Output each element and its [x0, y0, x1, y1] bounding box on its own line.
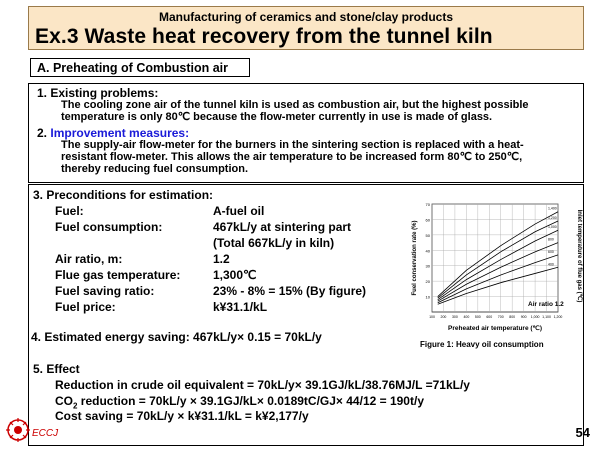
x-tick-label: 500: [474, 315, 481, 319]
precondition-value: 1,300℃: [213, 268, 257, 282]
slide-header: [28, 6, 584, 50]
x-axis-label: Preheated air temperature (℃): [448, 325, 542, 332]
problems-box: [28, 83, 584, 183]
precondition-label: Air ratio, m:: [55, 252, 123, 266]
x-tick-label: 100: [429, 315, 435, 319]
x-tick-label: 300: [451, 315, 458, 319]
series-label: 800: [548, 237, 554, 242]
estimated-saving: 4. Estimated energy saving: 467kL/y× 0.15 = 70kL/y: [31, 330, 322, 344]
y-tick-label: 70: [425, 202, 430, 207]
series-label: 1,000: [548, 225, 557, 230]
series-label: 600: [548, 249, 554, 254]
series-label: 400: [548, 262, 554, 267]
co2-subscript: 2: [73, 401, 78, 411]
y-tick-label: 20: [425, 279, 430, 285]
y-axis-label: Fuel conservation rate (%): [412, 220, 418, 296]
figure-caption: Figure 1: Heavy oil consumption: [420, 340, 544, 349]
x-tick-label: 800: [509, 315, 516, 319]
problems-line-1: The cooling zone air of the tunnel kiln is used as combustion air, but the highest possible: [61, 99, 529, 111]
section-a-label: A. Preheating of Combustion air: [30, 58, 250, 77]
improvement-heading: Improvement measures:: [50, 126, 190, 140]
precondition-value: 467kL/y at sintering part: [213, 220, 352, 234]
header-subtitle: Manufacturing of ceramics and stone/clay products: [158, 10, 454, 24]
preconditions-heading: 3. Preconditions for estimation:: [33, 188, 214, 202]
fuel-conservation-chart: [408, 200, 584, 340]
eccj-logo: [6, 416, 66, 444]
improvement-line-3: thereby reducing fuel consumption.: [61, 163, 249, 175]
problems-line-2: temperature is only 80℃ because the flow-meter currently in use is made of glass.: [61, 111, 493, 123]
y-tick-label: 10: [425, 294, 430, 300]
y-tick-label: 30: [425, 263, 430, 269]
right-axis-label: Inlet temperature of flue gas (℃): [576, 209, 582, 303]
precondition-value: 1.2: [213, 252, 230, 266]
page-number: 54: [575, 425, 590, 440]
effect-cost-saving: Cost saving = 70kL/y × k¥31.1/kL = k¥2,177/y: [55, 409, 309, 423]
improvement-line-1: The supply-air flow-meter for the burners in the sintering section is replaced with a heat-: [61, 139, 524, 151]
air-ratio-label: Air ratio 1.2: [528, 301, 564, 308]
precondition-label: Fuel price:: [55, 300, 116, 314]
precondition-value: 23% - 8% = 15% (By figure): [213, 284, 367, 298]
problems-heading: 1. Existing problems:: [37, 86, 159, 100]
precondition-value: (Total 667kL/y in kiln): [213, 236, 335, 250]
precondition-value: k¥31.1/kL: [213, 300, 268, 314]
x-tick-label: 900: [520, 315, 527, 319]
precondition-label: Flue gas temperature:: [55, 268, 181, 282]
x-tick-label: 1,000: [530, 315, 540, 319]
y-tick-label: 60: [425, 217, 430, 223]
precondition-value: A-fuel oil: [213, 204, 265, 218]
co2-rest: reduction = 70kL/y × 39.1GJ/kL× 0.0189tC/GJ× 44/12 = 190t/y: [77, 394, 424, 408]
plot-frame: [432, 204, 558, 312]
x-tick-label: 1,100: [542, 315, 551, 319]
x-tick-label: 1,200: [553, 315, 563, 319]
series-label: 1,200: [548, 215, 557, 220]
x-tick-label: 600: [486, 315, 493, 319]
improvement-line-2: resistant flow-meter. This allows the air temperature to be increased form 80℃ to 250℃,: [61, 151, 523, 163]
x-tick-label: 400: [463, 315, 470, 319]
x-tick-label: 700: [497, 315, 504, 319]
precondition-label: Fuel:: [55, 204, 84, 218]
y-tick-label: 40: [425, 248, 430, 254]
x-tick-label: 200: [440, 315, 447, 319]
y-tick-label: 50: [425, 232, 430, 238]
logo-text: ECCJ: [32, 428, 59, 439]
improvement-heading-row: [37, 126, 189, 140]
improvement-number: 2.: [37, 126, 48, 140]
effect-heading: 5. Effect: [33, 362, 80, 376]
effect-co2: [55, 394, 424, 410]
precondition-label: Fuel saving ratio:: [55, 284, 155, 298]
co2-label: CO: [55, 394, 73, 408]
precondition-label: Fuel consumption:: [55, 220, 163, 234]
series-label: 1,400: [548, 206, 557, 211]
effect-crude-oil: Reduction in crude oil equivalent = 70kL/y× 39.1GJ/kL/38.76MJ/L =71kL/y: [55, 378, 470, 392]
page-title: Ex.3 Waste heat recovery from the tunnel kiln: [35, 25, 493, 48]
